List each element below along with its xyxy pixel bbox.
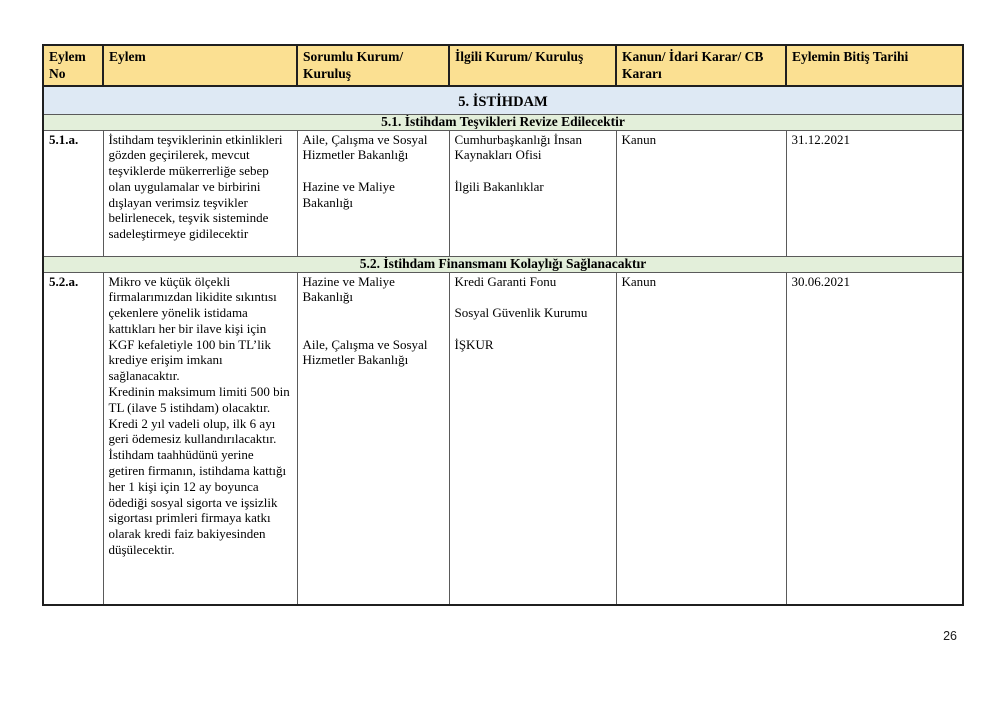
paragraph	[455, 321, 611, 337]
subsection-row-5-2	[43, 256, 963, 272]
paragraph: Kredi Garanti Fonu	[454, 273, 557, 289]
paragraph: Aile, Çalışma ve Sosyal Hizmetler Bakanlığı	[302, 336, 428, 368]
action-plan-table	[42, 44, 964, 606]
paragraph: İstihdam taahhüdünü yerine getiren firmanın, istihdama kattığı her 1 kişi için 12 ay boyunca ödediği sosyal sigorta ve işsizlik sigortası primleri firmaya katkı olarak kredi faiz bakiyesinden düşülecektir.	[108, 447, 287, 558]
col-header-eylem: Eylem	[103, 45, 297, 86]
cell-ilgili-kurum	[449, 272, 616, 605]
paragraph: Kredinin maksimum limiti 500 bin TL (ilave 5 istihdam) olacaktır.	[108, 384, 290, 415]
col-header-ilgili-kurum: İlgili Kurum/ Kuruluş	[449, 45, 616, 86]
col-header-eylem-no: Eylem No	[43, 45, 103, 86]
paragraph: Hazine ve Maliye Bakanlığı	[302, 273, 395, 305]
subsection-header-5-1: 5.1. İstihdam Teşvikleri Revize Edilecektir	[43, 114, 963, 130]
cell-sorumlu-kurum	[297, 130, 449, 256]
cell-kanun-karar	[616, 130, 786, 256]
cell-bitis-tarihi	[786, 272, 963, 605]
paragraph: Kredi 2 yıl vadeli olup, ilk 6 ayı geri ödemesiz kullandırılacaktır.	[108, 415, 277, 447]
paragraph	[303, 163, 444, 179]
subsection-row-5-1	[43, 114, 963, 130]
page-number: 26	[943, 629, 957, 643]
paragraph: İstihdam teşviklerinin etkinlikleri gözden geçirilerek, mevcut teşviklerde mükerrerliğe sebep olan uygulamalar ve birbirini dışlayan verimsiz teşvikler belirlenecek, teşvik sisteminde sadeleştirmeye gidilecektir	[108, 131, 283, 242]
col-header-bitis-tarihi: Eylemin Bitiş Tarihi	[786, 45, 963, 86]
section-row-istihdam	[43, 86, 963, 114]
paragraph: Kanun	[621, 131, 657, 147]
paragraph: Kanun	[621, 273, 657, 289]
paragraph: Sosyal Güvenlik Kurumu	[454, 305, 588, 321]
cell-eylem-no: 5.1.a.	[43, 130, 103, 256]
paragraph: Mikro ve küçük ölçekli firmalarımızdan likidite sıkıntısı çekenlere yönelik istidama kattıkları her bir ilave kişi için KGF kefaletiyle 100 bin TL’lik krediye erişim imkanı sağlanacaktır.	[108, 273, 277, 384]
paragraph	[455, 289, 611, 305]
paragraph: İlgili Bakanlıklar	[454, 178, 544, 194]
cell-kanun-karar	[616, 272, 786, 605]
col-header-kanun-karar: Kanun/ İdari Karar/ CB Kararı	[616, 45, 786, 86]
cell-eylem-no: 5.2.a.	[43, 272, 103, 605]
cell-eylem	[103, 272, 297, 605]
table-row-5-2-a	[43, 272, 963, 605]
paragraph: Cumhurbaşkanlığı İnsan Kaynakları Ofisi	[454, 131, 582, 163]
table-row-5-1-a	[43, 130, 963, 256]
table-header-row	[43, 45, 963, 86]
cell-eylem	[103, 130, 297, 256]
paragraph: İŞKUR	[454, 336, 494, 352]
paragraph	[303, 321, 444, 337]
cell-sorumlu-kurum	[297, 272, 449, 605]
paragraph: Aile, Çalışma ve Sosyal Hizmetler Bakanlığı	[302, 131, 428, 163]
paragraph	[455, 163, 611, 179]
paragraph	[303, 305, 444, 321]
cell-ilgili-kurum	[449, 130, 616, 256]
paragraph: Hazine ve Maliye Bakanlığı	[302, 178, 395, 210]
col-header-sorumlu-kurum: Sorumlu Kurum/ Kuruluş	[297, 45, 449, 86]
paragraph: 30.06.2021	[791, 273, 850, 289]
subsection-header-5-2: 5.2. İstihdam Finansmanı Kolaylığı Sağlanacaktır	[43, 256, 963, 272]
section-header-istihdam: 5. İSTİHDAM	[43, 86, 963, 114]
paragraph: 31.12.2021	[791, 131, 850, 147]
cell-bitis-tarihi	[786, 130, 963, 256]
